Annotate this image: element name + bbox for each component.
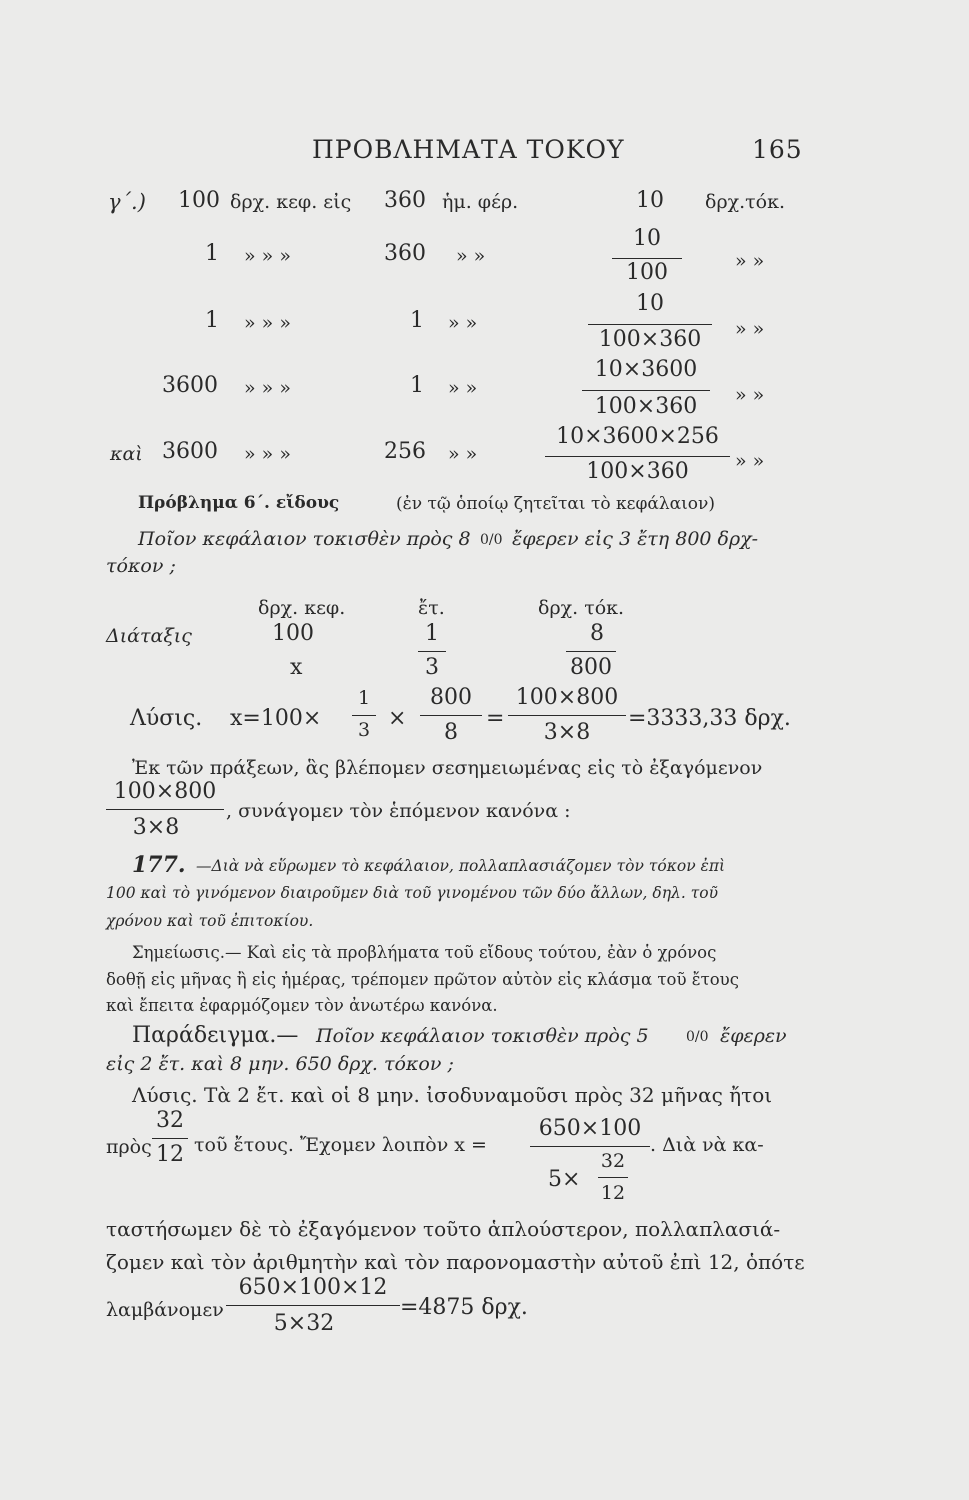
paragraph-line: Λύσις. Τὰ 2 ἔτ. καὶ οἱ 8 μην. ἰσοδυναμοῦσι πρὸς 32 μῆνας ἤτοι bbox=[132, 1083, 773, 1107]
fraction-denominator: 3×8 bbox=[132, 815, 180, 840]
fraction-bar bbox=[420, 715, 482, 716]
cell: » » bbox=[448, 377, 478, 399]
fraction-bar bbox=[545, 456, 730, 457]
note-line: Σημείωσις.— Καὶ εἰς τὰ προβλήματα τοῦ εἴδους τούτου, ἐὰν ὁ χρόνος bbox=[132, 943, 717, 962]
note-line: δοθῇ εἰς μῆνας ἢ εἰς ἡμέρας, τρέπομεν πρῶτον αὐτὸν εἰς κλάσμα τοῦ ἔτους bbox=[106, 970, 739, 989]
fraction-numerator: 10 bbox=[636, 291, 664, 316]
section-number: 177. bbox=[132, 852, 186, 878]
fraction-numerator: 10×3600×256 bbox=[556, 424, 719, 449]
cell: 1 bbox=[410, 308, 424, 333]
arrangement-label: Διάταξις bbox=[106, 625, 192, 647]
fraction-denominator: 12 bbox=[156, 1142, 184, 1167]
problem-heading: Πρόβλημα 6΄. εἴδους bbox=[138, 493, 340, 513]
cell: » » bbox=[448, 312, 478, 334]
cell: 100 bbox=[272, 621, 314, 646]
cell: 3600 bbox=[162, 439, 218, 464]
fraction-numerator: 100×800 bbox=[113, 779, 217, 804]
fraction-bar bbox=[612, 258, 682, 259]
cell: » » bbox=[735, 384, 765, 406]
fraction-bar bbox=[226, 1305, 400, 1306]
equals-sign: = bbox=[486, 706, 505, 731]
fraction-denominator: 8 bbox=[444, 720, 458, 745]
column-head: δρχ. τόκ. bbox=[538, 597, 625, 619]
fraction-denominator: 12 bbox=[600, 1182, 626, 1204]
separator bbox=[566, 651, 616, 652]
fraction-denominator: 3×8 bbox=[543, 720, 591, 745]
table-label: γ΄.) bbox=[108, 190, 146, 214]
separator bbox=[418, 651, 446, 652]
paragraph-text: πρὸς bbox=[106, 1136, 152, 1158]
fraction-denominator: 100×360 bbox=[586, 459, 689, 484]
paragraph-line: ζομεν καὶ τὸν ἀριθμητὴν καὶ τὸν παρονομαστὴν αὐτοῦ ἐπὶ 12, ὁπότε bbox=[106, 1250, 805, 1274]
cell: 10 bbox=[636, 188, 664, 213]
cell: 360 bbox=[384, 188, 426, 213]
fraction-denominator: 5×32 bbox=[273, 1311, 335, 1336]
fraction-bar bbox=[106, 809, 224, 810]
fraction-denominator: 100×360 bbox=[594, 394, 698, 419]
fraction-numerator: 800 bbox=[430, 685, 472, 710]
column-head: δρχ. κεφ. bbox=[258, 597, 346, 619]
solution-result: =3333,33 δρχ. bbox=[628, 706, 791, 731]
page-number: 165 bbox=[752, 135, 803, 164]
cell: » » bbox=[448, 443, 478, 465]
cell: x bbox=[290, 655, 303, 680]
cell: δρχ. κεφ. εἰς bbox=[230, 191, 352, 213]
paragraph-line: Ἐκ τῶν πράξεων, ἃς βλέπομεν σεσημειωμένας εἰς τὸ ἐξαγόμενον bbox=[132, 757, 763, 779]
cell: » » » bbox=[244, 443, 291, 465]
fraction-denominator: 100 bbox=[626, 260, 668, 285]
cell: » » » bbox=[244, 377, 291, 399]
cell: 360 bbox=[384, 241, 426, 266]
cell: 256 bbox=[384, 439, 426, 464]
times-sign: × bbox=[388, 706, 407, 731]
fraction-bar bbox=[508, 715, 626, 716]
fraction-bar bbox=[598, 1177, 628, 1178]
example-question: εἰς 2 ἔτ. καὶ 8 μην. 650 δρχ. τόκον ; bbox=[106, 1053, 454, 1075]
cell: καὶ bbox=[110, 443, 143, 465]
percent-sign: 0/0 bbox=[686, 1029, 709, 1045]
example-question: ἔφερεν bbox=[720, 1025, 787, 1047]
paragraph-line: , συνάγομεν τὸν ἑπόμενον κανόνα : bbox=[226, 800, 571, 822]
fraction-denominator: 100×360 bbox=[598, 327, 702, 352]
fraction-numerator: 10×3600 bbox=[594, 357, 698, 382]
paragraph-line: —Διὰ νὰ εὕρωμεν τὸ κεφάλαιον, πολλαπλασιάζομεν τὸν τόκον ἐπὶ bbox=[196, 857, 726, 875]
fraction-bar bbox=[352, 715, 376, 716]
cell: 800 bbox=[570, 655, 612, 680]
cell: 1 bbox=[410, 373, 424, 398]
problem-question: Ποῖον κεφάλαιον τοκισθὲν πρὸς 8 bbox=[138, 528, 471, 550]
solution-label: Λύσις. bbox=[130, 706, 203, 731]
cell: 3600 bbox=[162, 373, 218, 398]
cell: » » » bbox=[244, 245, 291, 267]
fraction-bar bbox=[588, 324, 712, 325]
equation-lhs: x=100× bbox=[230, 706, 322, 731]
cell: 1 bbox=[205, 241, 219, 266]
example-label: Παράδειγμα.— bbox=[132, 1023, 299, 1048]
cell: 100 bbox=[178, 188, 220, 213]
fraction-numerator: 10 bbox=[633, 226, 661, 251]
fraction-numerator: 650×100×12 bbox=[238, 1275, 388, 1300]
paragraph-text: . Διὰ νὰ κα- bbox=[650, 1134, 764, 1156]
cell: 8 bbox=[590, 621, 604, 646]
fraction-denominator: 5× bbox=[548, 1167, 581, 1192]
cell: » » bbox=[735, 318, 765, 340]
paragraph-line: ταστήσωμεν δὲ τὸ ἐξαγόμενον τοῦτο ἁπλούστερον, πολλαπλασιά- bbox=[106, 1217, 781, 1241]
cell: δρχ.τόκ. bbox=[705, 191, 786, 213]
note-line: καὶ ἔπειτα ἐφαρμόζομεν τὸν ἀνωτέρω κανόνα. bbox=[106, 996, 498, 1015]
example-question: Ποῖον κεφάλαιον τοκισθὲν πρὸς 5 bbox=[316, 1025, 649, 1047]
fraction-bar bbox=[582, 390, 710, 391]
fraction-numerator: 1 bbox=[357, 687, 371, 709]
problem-question: ἔφερεν εἰς 3 ἔτη 800 δρχ- bbox=[512, 528, 759, 550]
cell: » » bbox=[456, 245, 486, 267]
cell: 1 bbox=[205, 308, 219, 333]
cell: » » bbox=[735, 450, 765, 472]
fraction-numerator: 32 bbox=[600, 1150, 626, 1172]
paragraph-line: 100 καὶ τὸ γινόμενον διαιροῦμεν διὰ τοῦ γινομένου τῶν δύο ἄλλων, δηλ. τοῦ bbox=[106, 884, 719, 902]
fraction-bar bbox=[152, 1138, 188, 1139]
fraction-numerator: 100×800 bbox=[515, 685, 619, 710]
problem-question: τόκον ; bbox=[106, 555, 176, 577]
cell: ἡμ. φέρ. bbox=[442, 191, 519, 213]
cell: » » » bbox=[244, 312, 291, 334]
fraction-numerator: 32 bbox=[156, 1108, 184, 1133]
cell: 3 bbox=[425, 655, 439, 680]
paragraph-text: τοῦ ἔτους. Ἔχομεν λοιπὸν x = bbox=[194, 1134, 487, 1156]
paragraph-line: χρόνου καὶ τοῦ ἐπιτοκίου. bbox=[106, 912, 314, 930]
percent-sign: 0/0 bbox=[480, 532, 503, 548]
paragraph-text: λαμβάνομεν bbox=[106, 1299, 224, 1321]
fraction-numerator: 650×100 bbox=[538, 1116, 642, 1141]
fraction-bar bbox=[530, 1146, 650, 1147]
problem-heading-rest: (ἐν τῷ ὁποίῳ ζητεῖται τὸ κεφάλαιον) bbox=[396, 494, 715, 514]
cell: 1 bbox=[425, 621, 439, 646]
final-result: =4875 δρχ. bbox=[400, 1295, 528, 1320]
fraction-denominator: 3 bbox=[357, 719, 371, 741]
running-title: ΠΡΟΒΛΗΜΑΤΑ ΤΟΚΟΥ bbox=[312, 135, 625, 164]
column-head: ἔτ. bbox=[418, 597, 445, 619]
cell: » » bbox=[735, 250, 765, 272]
